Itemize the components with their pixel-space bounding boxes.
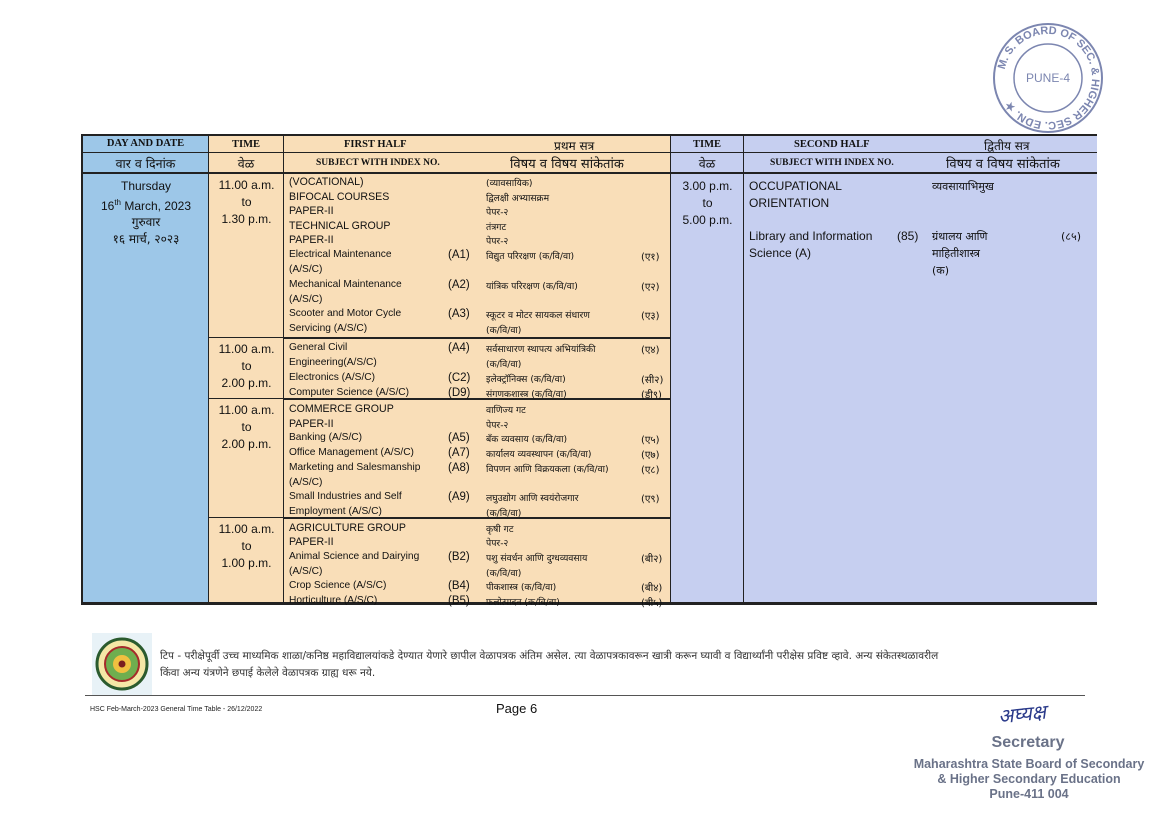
page-number: Page 6 [496, 701, 538, 716]
subject-line [289, 566, 669, 581]
subject-line [289, 234, 669, 249]
subject-line [289, 323, 669, 338]
subject-index-mr: (बी५) [641, 598, 663, 609]
subject-name-mr: कार्यालय व्यवस्थापन (क/वि/वा) [486, 449, 592, 460]
subject-name: Employment (A/S/C) [289, 506, 382, 517]
subject-name: Servicing (A/S/C) [289, 323, 368, 334]
subject-line [289, 595, 669, 610]
subject-line [289, 279, 669, 294]
subject-index-mr: (सी२) [641, 375, 664, 386]
signatory-title: Secretary [991, 734, 1065, 751]
subject-name-mr: (क/वि/वा) [486, 508, 522, 519]
subject-index: (A3) [448, 308, 470, 320]
signature: अघ्यक्ष [996, 699, 1048, 729]
subject-name-mr: द्विलक्षी अभ्यासक्रम [486, 192, 550, 204]
occupational-label-mr: व्यवसायाभिमुख [932, 180, 994, 193]
subject-name: PAPER-II [289, 234, 334, 247]
stamp-seal-icon [990, 20, 1106, 136]
footer-note-line-2: किंवा अन्य यंत्रणेने छपाई केलेले वेळापत्रक ग्राह्य धरू नये. [160, 667, 376, 679]
subject-name: Crop Science (A/S/C) [289, 580, 387, 591]
header-subject [284, 153, 671, 174]
subject-line [289, 308, 669, 323]
subject-index: (C2) [448, 372, 471, 384]
subject-index: (A8) [448, 461, 470, 474]
weekday: Thursday [120, 179, 172, 193]
subject-index: (A7) [448, 447, 470, 459]
subject-name: Small Industries and Self [289, 491, 402, 502]
subject-name-mr: स्कूटर व मोटर सायकल संधारण [486, 310, 590, 321]
subject-name: COMMERCE GROUP [289, 403, 394, 415]
library-code-mr: (८५) [1061, 230, 1082, 243]
weekday-mr: गुरुवार [131, 215, 161, 229]
subject-name-mr: वाणिज्य गट [486, 405, 526, 416]
subject-line [289, 477, 669, 492]
subject-label-2: SUBJECT WITH INDEX NO. [770, 158, 894, 168]
header-day-date: DAY AND DATE [83, 136, 209, 153]
signatory-organisation: Maharashtra State Board of Secondary & Higher Secondary Education Pune-411 004 [913, 757, 1145, 801]
library-subject: Library and Information [749, 229, 873, 243]
subject-line [289, 432, 669, 447]
subject-line [289, 491, 669, 506]
subject-name-mr: यांत्रिक परिरक्षण (क/वि/वा) [486, 280, 578, 292]
subject-line [289, 580, 669, 595]
time-slot-2: 11.00 a.m. to 2.00 p.m. [209, 338, 284, 399]
subject-index: (A2) [448, 278, 470, 291]
library-code: (85) [897, 229, 919, 243]
subject-index-mr: (ए९) [641, 494, 660, 505]
subject-name: Engineering(A/S/C) [289, 357, 377, 368]
subject-name: Marketing and Salesmanship [289, 461, 421, 473]
subject-line [289, 191, 669, 206]
footer-note [160, 648, 1100, 682]
subject-line [289, 294, 669, 309]
board-logo [92, 633, 152, 695]
subject-name-mr: कृषी गट [486, 523, 514, 535]
subject-name: Electrical Maintenance [289, 249, 392, 260]
subject-line [289, 462, 669, 477]
library-subject-mr-3: (क) [932, 264, 950, 277]
subject-name: PAPER-II [289, 536, 334, 548]
subject-name: PAPER-II [289, 417, 334, 430]
exam-day [83, 178, 209, 247]
svg-text:M. S. BOARD OF SEC. & HIGHER S: M. S. BOARD OF SEC. & HIGHER SEC. EDN. ★ [995, 24, 1102, 132]
subject-name: Scooter and Motor Cycle [289, 308, 402, 319]
subject-name-mr: बँक व्यवसाय (क/वि/वा) [486, 434, 568, 445]
subject-name: (A/S/C) [289, 476, 323, 488]
subject-name: Horticulture (A/S/C) [289, 595, 378, 606]
time-slot-4: 11.00 a.m. to 1.00 p.m. [218, 522, 275, 570]
subject-index-mr: (ए७) [641, 450, 660, 461]
second-half-label: SECOND HALF [794, 139, 870, 150]
subject-name: BIFOCAL COURSES [289, 190, 390, 203]
subject-name-mr: (क/वि/वा) [486, 325, 522, 336]
second-half-subjects [749, 178, 1094, 298]
subject-name-mr: सर्वसाधारण स्थापत्य अभियांत्रिकी [486, 344, 596, 355]
header-time-mr-2: वेळ [671, 153, 744, 174]
subject-index: (A1) [448, 249, 470, 261]
subject-index: (D9) [448, 387, 471, 399]
subject-name-mr: विपणन आणि विक्रयकला (क/वि/वा) [486, 463, 609, 475]
subject-name-mr: पशु संवर्धन आणि दुग्धव्यवसाय [486, 552, 588, 564]
subject-index: (A4) [448, 342, 470, 354]
subject-label-mr-2: विषय व विषय सांकेतांक [946, 157, 1060, 172]
exam-date: 16th March, 2023 [100, 197, 192, 213]
subject-name: AGRICULTURE GROUP [289, 521, 406, 534]
board-stamp [990, 20, 1106, 136]
subject-index: (B5) [448, 595, 470, 607]
first-half-label: FIRST HALF [344, 139, 407, 150]
header-time-2: TIME [671, 136, 744, 153]
subject-name-mr: पेपर-२ [486, 207, 509, 219]
subject-line [289, 342, 669, 357]
header-second-half [744, 136, 1097, 153]
subject-name: General Civil [289, 342, 348, 353]
subject-line [289, 447, 669, 462]
subject-name: (A/S/C) [289, 293, 323, 305]
header-subject-2 [744, 153, 1097, 174]
subject-line [289, 249, 669, 264]
timetable [81, 134, 1097, 609]
library-subject-mr: ग्रंथालय आणि [932, 230, 988, 243]
subject-line [289, 418, 669, 433]
subject-index: (B4) [448, 580, 470, 592]
subject-name-mr: संगणकशास्त्र (क/वि/वा) [486, 389, 567, 400]
subject-name-mr: (क/वि/वा) [486, 359, 522, 370]
subject-name-mr: विद्युत परिरक्षण (क/वि/वा) [486, 251, 575, 262]
subject-line [289, 387, 669, 402]
subject-name-mr: इलेक्ट्रॉनिक्स (क/वि/वा) [486, 374, 566, 385]
occupational-label: OCCUPATIONAL [749, 179, 842, 193]
subject-line [289, 357, 669, 372]
subject-index-mr: (ए८) [641, 464, 660, 476]
subject-name: (VOCATIONAL) [289, 176, 364, 188]
subject-line [289, 522, 669, 537]
footer-rule [85, 695, 1085, 696]
subject-name: Animal Science and Dairying [289, 550, 420, 562]
svg-text:PUNE-4: PUNE-4 [1025, 71, 1071, 85]
subject-index: (A5) [448, 432, 470, 444]
subject-name-mr: पेपर-२ [486, 236, 509, 248]
second-half-time: 3.00 p.m. to 5.00 p.m. [682, 179, 733, 227]
time-slot-3: 11.00 a.m. to 2.00 p.m. [209, 399, 284, 518]
subject-name: PAPER-II [289, 205, 334, 218]
subject-line [289, 551, 669, 566]
subject-name-mr: पीकशास्त्र (क/वि/वा) [486, 582, 557, 593]
subject-index-mr: (बी२) [641, 553, 663, 565]
subject-name: Mechanical Maintenance [289, 278, 402, 290]
header-first-half [284, 136, 671, 153]
library-subject-2: Science (A) [749, 246, 812, 260]
subject-name: Office Management (A/S/C) [289, 447, 414, 458]
subject-name-mr: लघुउद्योग आणि स्वयंरोजगार [486, 493, 579, 504]
first-half-label-mr: प्रथम सत्र [554, 139, 595, 153]
subject-line [289, 536, 669, 551]
footer-note-line-1: टिप - परीक्षेपूर्वी उच्च माध्यमिक शाळा/कनिष्ठ महाविद्यालयांकडे देण्यात येणारे छापील वेळापत्रक अंतिम असेल. त्या वेळापत्रकावरून खात्री करून घ्यावी व विद्यार्थ्यांनी परीक्षेस प्रविष्ट व्हावे. अन्य संकेतस्थळावरील [160, 650, 939, 662]
board-logo-icon [92, 633, 152, 695]
subject-line [289, 220, 669, 235]
subject-index-mr: (ए१) [641, 252, 660, 263]
subject-line [289, 264, 669, 279]
subject-index-mr: (ए२) [641, 281, 660, 293]
library-subject-mr-2: माहितीशास्त्र [932, 247, 980, 260]
subject-name: TECHNICAL GROUP [289, 219, 391, 232]
subject-line [289, 372, 669, 387]
subject-name-mr: (व्यावसायिक) [486, 178, 533, 189]
subject-index: (A9) [448, 491, 470, 503]
subject-line [289, 205, 669, 220]
subject-index: (B2) [448, 550, 470, 563]
exam-date-mr: १६ मार्च, २०२३ [112, 231, 180, 246]
second-half-label-mr: द्वितीय सत्र [984, 139, 1030, 153]
subject-line [289, 403, 669, 418]
subject-label: SUBJECT WITH INDEX NO. [316, 158, 440, 168]
subject-name-mr: पेपर-२ [486, 419, 509, 431]
header-time: TIME [209, 136, 284, 153]
time-slot-1: 11.00 a.m. to 1.30 p.m. [209, 174, 284, 338]
subject-name: Computer Science (A/S/C) [289, 387, 410, 398]
subject-name-mr: फलोत्पादन (क/वि/वा) [486, 597, 560, 608]
subject-name-mr: (क/वि/वा) [486, 567, 522, 579]
subject-name-mr: तंत्रगट [486, 221, 507, 233]
document-reference: HSC Feb-March-2023 General Time Table - 26/12/2022 [90, 706, 263, 713]
subject-index-mr: (डी९) [641, 390, 662, 401]
header-day-date-mr: वार व दिनांक [83, 153, 209, 174]
subject-label-mr: विषय व विषय सांकेतांक [510, 157, 624, 172]
subject-name: (A/S/C) [289, 565, 323, 577]
subject-name: Banking (A/S/C) [289, 432, 363, 443]
orientation-label: ORIENTATION [749, 196, 830, 210]
subject-line [289, 506, 669, 521]
subject-line [289, 176, 669, 191]
subject-index-mr: (बी४) [641, 583, 663, 594]
subject-name-mr: पेपर-२ [486, 538, 509, 549]
subject-index-mr: (ए३) [641, 311, 660, 322]
subject-name: Electronics (A/S/C) [289, 372, 376, 383]
subject-index-mr: (ए५) [641, 435, 660, 446]
subject-index-mr: (ए४) [641, 345, 660, 356]
header-time-mr: वेळ [209, 153, 284, 174]
subject-name: (A/S/C) [289, 264, 323, 275]
